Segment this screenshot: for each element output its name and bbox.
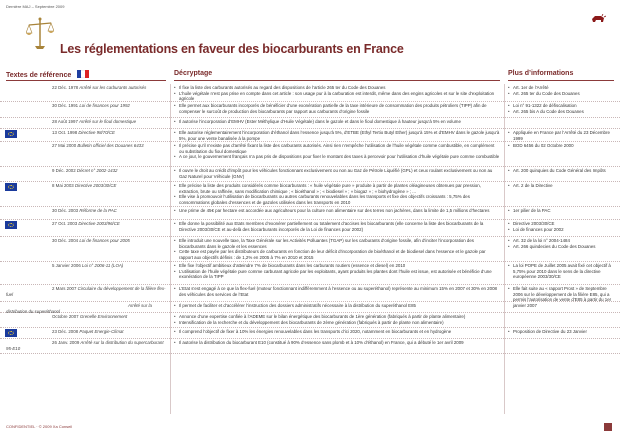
row-decryptage bbox=[174, 303, 500, 309]
row-reference bbox=[6, 238, 166, 244]
info-bullet: • Loi n° 91-1322 de défiscalisation bbox=[508, 103, 614, 109]
table-row bbox=[0, 182, 620, 207]
row-info bbox=[508, 143, 614, 149]
column-header-info: Plus d’informations bbox=[508, 70, 574, 77]
decryptage-bullet: • Cette taxe est payée par les distributeurs de carburants en fonction de leur déficit d’incorporation de bioéthanol et de biodiesel dans l’essence et le gazole par rapport aux objectifs définis : de 1,2% en 2005 à 7% en 2010 et 2015 bbox=[174, 249, 500, 260]
row-reference-text: Directive 2003/30/CE bbox=[73, 183, 117, 188]
row-reference bbox=[6, 208, 166, 214]
row-decryptage bbox=[174, 168, 500, 179]
row-date: 30 Déc. 2003 bbox=[52, 208, 79, 213]
decryptage-bullet: • Intensification de la recherche et du développement des biocarburants de 2ème génération (fabriqués à partir de plante non alimentaire) bbox=[174, 320, 500, 326]
row-decryptage bbox=[174, 286, 500, 297]
row-decryptage bbox=[174, 314, 500, 325]
row-reference-text: Loi de finances pour 1992 bbox=[78, 103, 130, 108]
row-reference-text: Arrêté sur la distribution du superéthanol bbox=[6, 303, 152, 314]
decryptage-bullet: • Il fixe la liste des carburants autorisés au regard des dispositions de l’article 265 ter du Code des Douanes bbox=[174, 85, 500, 91]
row-reference bbox=[6, 168, 166, 174]
decryptage-bullet: • Elle précise la liste des produits considérés comme biocarburants : « huile végétale pure » produite à partir de plantes oléagineuses obtenues par pression, extraction, brute ou raffinée, sans modification chimique ; « bioéthanol » ; « biodiesel » ; « biogaz » ; « biohydrogène » ; ... bbox=[174, 183, 500, 194]
footer-text: CONFIDENTIEL · © 2009 Xa Conseil bbox=[6, 424, 73, 429]
info-bullet: • 1er pilier de la PAC bbox=[508, 208, 614, 214]
row-reference bbox=[6, 314, 166, 320]
scales-of-justice-icon bbox=[26, 16, 54, 50]
row-date: 5 Janvier 2006 bbox=[52, 263, 81, 268]
row-decryptage bbox=[174, 103, 500, 114]
row-reference-text: Loi n° 2006-11 (LOA) bbox=[80, 263, 124, 268]
ox-logo-icon bbox=[590, 14, 606, 24]
table-row bbox=[0, 237, 620, 262]
row-reference-text: Grenelle Environnement bbox=[78, 314, 128, 319]
row-date: 8 Mai 2003 bbox=[52, 183, 74, 188]
row-date: 27 Oct. 2003 bbox=[52, 221, 78, 226]
row-decryptage bbox=[174, 119, 500, 125]
row-info bbox=[508, 130, 614, 141]
row-reference bbox=[6, 130, 166, 136]
decryptage-bullet: • Elle introduit une nouvelle taxe, la Taxe Générale sur les Activités Polluantes (TGAP) sur les carburants d’origine fossile, afin d’inciter l’incorporation des biocarburants dans le gazole et les essences bbox=[174, 238, 500, 249]
decryptage-bullet: • Elle donne la possibilité aux Etats membres d’exonérer partiellement ou totalement d’accises les biocarburants (elle concerne la liste des biocarburants de la Directive 2003/30/CE et au-delà des biocarburants incorporés de la Loi de finances pour 2002) bbox=[174, 221, 500, 232]
row-reference-text: Arrêté sur le fioul domestique bbox=[77, 119, 137, 124]
column-header-decryptage: Décryptage bbox=[174, 70, 213, 77]
row-info bbox=[508, 85, 614, 96]
row-date: 9 Déc. 2002 bbox=[52, 168, 76, 173]
row-decryptage bbox=[174, 340, 500, 346]
decryptage-bullet: • Il autorise l’incorporation d’EMHV (Ester Méthylique d’Huile Végétale) dans le gazole et dans le fioul domestique à hauteur jusqu’à 5% en volume bbox=[174, 119, 500, 125]
row-info bbox=[508, 329, 614, 335]
info-bullet: • Appliquée en France par l’Arrêté du 23 Décembre 1999 bbox=[508, 130, 614, 141]
table-row bbox=[0, 129, 620, 142]
row-reference-text: Directive 2003/96/CE bbox=[77, 221, 120, 226]
decryptage-bullet: • Elle fixe l’objectif ambitieux d’atteindre 7% de biocarburants dans les carburants routiers (essence et diesel) en 2010 bbox=[174, 263, 500, 269]
info-bullet: • Art. 266 quindecies du Code des Douanes bbox=[508, 244, 614, 250]
row-decryptage bbox=[174, 208, 500, 214]
info-bullet: • Art. 2 de la Directive bbox=[508, 183, 614, 189]
header-divider bbox=[174, 80, 500, 81]
row-date: 2 Mars 2007 bbox=[52, 286, 77, 291]
table-row bbox=[0, 207, 620, 220]
eu-flag-icon bbox=[5, 183, 17, 191]
decryptage-bullet: • Une prime de 45€ par hectare est accordée aux agriculteurs pour la culture non alimentaire sur des terres non jachères, dans la limite de 1,5 millions d’hectares bbox=[174, 208, 500, 214]
row-date: 28 Août 1997 bbox=[52, 119, 78, 124]
row-decryptage bbox=[174, 143, 500, 160]
row-date: 13 Oct. 1998 bbox=[52, 130, 78, 135]
info-bullet: • Art. 265 bis A du Code des Douanes bbox=[508, 109, 614, 115]
row-reference bbox=[6, 286, 166, 297]
row-reference-text: Directive 98/70/CE bbox=[77, 130, 115, 135]
eu-flag-icon bbox=[5, 329, 17, 337]
header-divider bbox=[6, 80, 166, 81]
info-bullet: • Elle fait suite au « rapport Prost » de Septembre 2006 sur le développement de la filière E85, qui a permis l’autorisation de vente d’E85 à partir du 1er janvier 2007 bbox=[508, 286, 614, 308]
row-decryptage bbox=[174, 130, 500, 141]
row-info bbox=[508, 183, 614, 189]
eu-flag-icon bbox=[5, 130, 17, 138]
decryptage-bullet: • A ce jour, le gouvernement français n’a pas pris de dispositions pour fixer le montant des taxes à percevoir pour l’utilisation d’huile végétale pure comme combustible bbox=[174, 154, 500, 160]
decryptage-bullet: • L’Etat s’est engagé à ce que la flex-fuel (moteur fonctionnant indifféremment à l’essence ou au superéthanol) représente au minimum 15% en 2007 et 30% en 2008 des véhicules des services de l’Etat bbox=[174, 286, 500, 297]
row-reference-text: Décret n° 2002-1432 bbox=[75, 168, 118, 173]
table-row bbox=[0, 167, 620, 182]
row-info bbox=[508, 208, 614, 214]
row-decryptage bbox=[174, 221, 500, 232]
row-reference-text: Circulaire du développement de la filière flex-fuel bbox=[6, 286, 166, 297]
row-decryptage bbox=[174, 329, 500, 335]
row-date: Octobre 2007 bbox=[52, 314, 79, 319]
row-reference bbox=[6, 329, 166, 335]
row-date: 22 Déc. 1978 bbox=[52, 85, 79, 90]
decryptage-bullet: • Elle vise à promouvoir l’utilisation de biocarburants ou autres carburants renouvelables dans les transports et fixe des objectifs croissants : 5,75% des consommations globales d’essences et de gazoles utilisées dans les transports en 2010 bbox=[174, 194, 500, 205]
decryptage-bullet: • L’huile végétale n’est pas prise en compte dans cet article : son usage pur à la carburation est interdit, même dans des engins agricoles et sur le site d’exploitation agricole bbox=[174, 91, 500, 102]
table-row bbox=[0, 102, 620, 118]
row-reference bbox=[6, 85, 166, 91]
table-row bbox=[0, 84, 620, 102]
row-reference-text: Arrêté sur les carburants autorisés bbox=[78, 85, 147, 90]
france-flag-icon bbox=[77, 70, 89, 78]
table-row bbox=[0, 118, 620, 129]
info-bullet: • Art. 200 quinquies du Code Général des Impôts bbox=[508, 168, 614, 174]
decryptage-bullet: • Annonce d’une expertise confiée à l’ADEME sur le bilan énergétique des biocarburants de 1ère génération (fabriqués à partir de plante alimentaire) bbox=[174, 314, 500, 320]
decryptage-bullet: • Elle permet aux biocarburants incorporés de bénéficier d’une exonération partielle de la taxe intérieure de consommation des produits pétroliers (TIPP) afin de compenser le surcoût de production des biocarburants par rapport aux carburants d’origine fossile bbox=[174, 103, 500, 114]
table-row bbox=[0, 339, 620, 354]
table-row bbox=[0, 220, 620, 237]
row-reference-text: Paquet Energie-Climat bbox=[78, 329, 124, 334]
decryptage-bullet: • Il permet de faciliter et d’accélérer l’instruction des dossiers administratifs nécessaire à la distribution du superéthanol E85 bbox=[174, 303, 500, 309]
info-bullet: • BOD 6456 du 02 Octobre 2000 bbox=[508, 143, 614, 149]
info-bullet: • Art. 1er de l’Arrêté bbox=[508, 85, 614, 91]
info-bullet: • La loi POPE de Juillet 2005 avait fixé cet objectif à 5,75% pour 2010 dans le sens de la directive européenne 2003/30/CE bbox=[508, 263, 614, 280]
row-reference bbox=[6, 103, 166, 109]
info-bullet: • Proposition de Directive du 23 Janvier bbox=[508, 329, 614, 335]
decryptage-bullet: • Il précise qu’il n’existe pas d’arrêté fixant la liste des carburants autorisés. Ainsi rien n’empêche l’utilisation de l’huile végétale comme combustible, en complément ou substitution du fioul domestique bbox=[174, 143, 500, 154]
table-row bbox=[0, 328, 620, 339]
decryptage-bullet: • Elle autorise réglementairement l’incorporation d’éthanol dans l’essence jusqu’à 5%, d’ETBE (Ethyl Tertio Butyl Ether) jusqu’à 15% et d’EMHV dans le gazole jusqu’à 5%, pour une vente banalisée à la pompe bbox=[174, 130, 500, 141]
column-header-ref: Textes de référence bbox=[6, 70, 89, 79]
row-decryptage bbox=[174, 85, 500, 102]
table-row bbox=[0, 313, 620, 328]
info-bullet: • Loi de finances pour 2002 bbox=[508, 227, 614, 233]
row-info bbox=[508, 263, 614, 280]
page-corner-icon bbox=[604, 423, 612, 431]
table-row bbox=[0, 302, 620, 313]
row-decryptage bbox=[174, 238, 500, 260]
decryptage-bullet: • Il ouvre le droit au crédit d’impôt pour les véhicules fonctionnant exclusivement ou non au Gaz de Pétrole Liquéfié (GPL) et ceux roulant exclusivement ou non au Gaz Naturel pour Véhicule (GNV) bbox=[174, 168, 500, 179]
table-row bbox=[0, 262, 620, 285]
row-info bbox=[508, 221, 614, 232]
row-reference-text: Réforme de la PAC bbox=[78, 208, 117, 213]
row-reference bbox=[6, 119, 166, 125]
row-reference-text: Arrêté sur la distribution du supercarburant 95-E10 bbox=[6, 340, 164, 351]
page-title: Les réglementations en faveur des biocarburants en France bbox=[60, 42, 404, 56]
row-reference bbox=[6, 183, 166, 189]
row-decryptage bbox=[174, 183, 500, 205]
row-reference-text: Loi de finances pour 2005 bbox=[78, 238, 130, 243]
row-decryptage bbox=[174, 263, 500, 280]
row-info bbox=[508, 238, 614, 249]
info-bullet: • Art. 265 ter du Code des Douanes bbox=[508, 91, 614, 97]
row-info bbox=[508, 103, 614, 114]
row-reference-text: Bulletin officiel des Douanes 6433 bbox=[76, 143, 144, 148]
row-date: 30 Déc. 2004 bbox=[52, 238, 79, 243]
row-date: 26 Janv. 2009 bbox=[52, 340, 80, 345]
row-reference bbox=[6, 143, 166, 149]
decryptage-bullet: • L’utilisation de l’huile végétale pure comme carburant agricole par les exploitants, ayant produits les plantes dont l’huile est issue, est autorisée et bénéficie d’une exonération de la TIPP bbox=[174, 269, 500, 280]
decryptage-bullet: • Il comprend l’objectif de fixer à 10% les énergies renouvelables dans les transports d’ici 2020, notamment en biocarburants et en hydrogène bbox=[174, 329, 500, 335]
info-bullet: • Directive 2003/30/CE bbox=[508, 221, 614, 227]
row-reference bbox=[6, 221, 166, 227]
row-reference bbox=[6, 263, 166, 269]
table-row bbox=[0, 142, 620, 167]
eu-flag-icon bbox=[5, 221, 17, 229]
row-date: 27 Mai 2000 bbox=[52, 143, 77, 148]
topline: Dernière MAJ – Septembre 2009 bbox=[6, 4, 65, 9]
header-divider bbox=[508, 80, 614, 81]
row-date: 23 Déc. 2008 bbox=[52, 329, 79, 334]
row-info bbox=[508, 168, 614, 174]
row-reference bbox=[6, 340, 166, 351]
decryptage-bullet: • Il autorise la distribution du biocarburant E10 (constitué à 90% d’essence sans plomb et à 10% d’éthanol) en France, qui a débuté le 1er avril 2009 bbox=[174, 340, 500, 346]
row-date: 30 Déc. 1991 bbox=[52, 103, 79, 108]
info-bullet: • Art. 32 de la loi n° 2004-1484 bbox=[508, 238, 614, 244]
